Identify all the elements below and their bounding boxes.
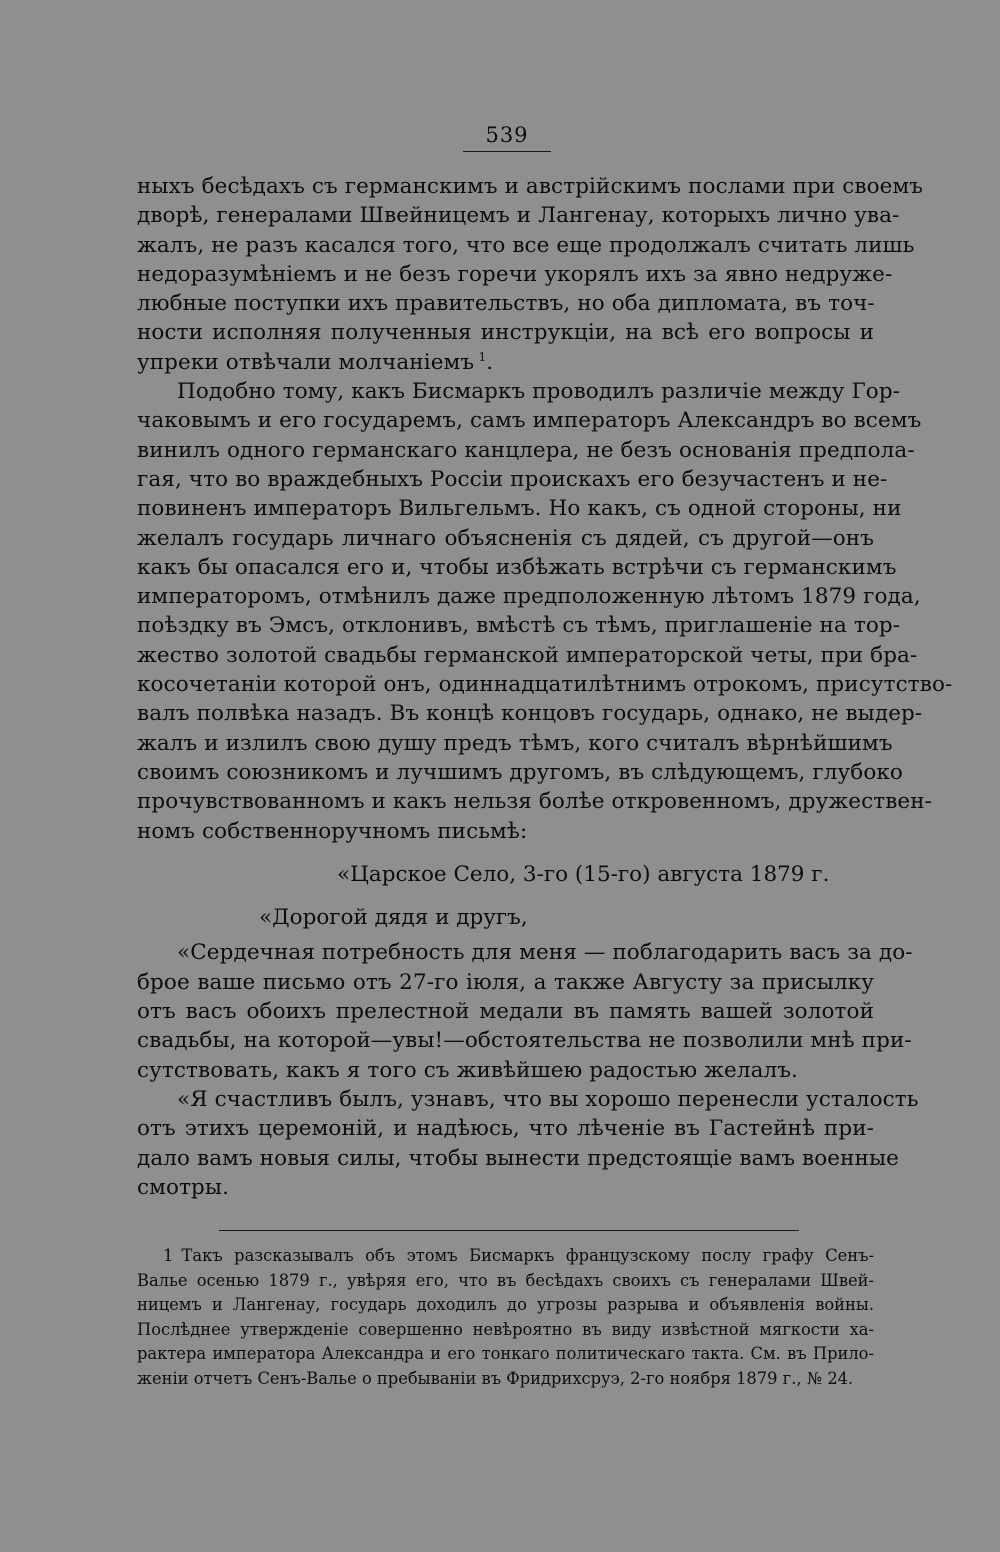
page-number-rule: [463, 151, 551, 152]
text-line: косочетаніи которой онъ, одиннадцатилѣтнимъ отрокомъ, присутство-: [137, 672, 953, 698]
body-text: [137, 172, 953, 1202]
text-line: повиненъ императоръ Вильгельмъ. Но какъ, съ одной стороны, ни: [137, 496, 902, 522]
text-line: недоразумѣніемъ и не безъ горечи укорялъ ихъ за явно недруже-: [137, 261, 893, 287]
text-line: жалъ, не разъ касался того, что все еще продолжалъ считать лишь: [137, 232, 915, 258]
text-line: брое ваше письмо отъ 27-го іюля, а также Августу за присылку: [137, 969, 874, 995]
footnote-block: [137, 1244, 874, 1392]
footnote-reference[interactable]: 1: [478, 349, 487, 364]
text-line: прочувствованномъ и какъ нельзя болѣе откровенномъ, дружествен-: [137, 789, 933, 815]
text-line: чаковымъ и его государемъ, самъ императоръ Александръ во всемъ: [137, 408, 922, 434]
text-line: «Сердечная потребность для меня — поблагодарить васъ за до-: [177, 940, 913, 966]
text-line: валъ полвѣка назадъ. Въ концѣ концовъ государь, однако, не выдер-: [137, 701, 923, 727]
footnote-separator: [219, 1230, 799, 1231]
text-line: императоромъ, отмѣнилъ даже предположенную лѣтомъ 1879 года,: [137, 584, 921, 610]
letter-paragraph-1: [137, 938, 913, 1084]
text-line: жество золотой свадьбы германской императорской четы, при бра-: [137, 642, 918, 668]
text-line: «Я счастливъ былъ, узнавъ, что вы хорошо перенесли усталость: [177, 1086, 919, 1112]
footnote-line: рактера императора Александра и его тонкаго политическаго такта. См. въ Прило-: [137, 1344, 874, 1364]
text-line: сутствовать, какъ я того съ живѣйшею радостью желалъ.: [137, 1057, 798, 1083]
text-fragment: упреки отвѣчали молчаніемъ: [137, 349, 475, 375]
text-line: винилъ одного германскаго канцлера, не безъ основанія предпола-: [137, 437, 915, 463]
text-line: жалъ и излилъ свою душу предъ тѣмъ, кого считалъ вѣрнѣйшимъ: [137, 730, 893, 756]
footnote-line: ницемъ и Лангенау, государь доходилъ до угрозы разрыва и объявленія войны.: [137, 1295, 874, 1315]
text-line: дало вамъ новыя силы, чтобы вынести предстоящіе вамъ военные: [137, 1145, 900, 1171]
text-line: своимъ союзникомъ и лучшимъ другомъ, въ слѣдующемъ, глубоко: [137, 759, 903, 785]
text-line: отъ этихъ церемоній, и надѣюсь, что лѣченіе въ Гастейнѣ при-: [137, 1116, 874, 1142]
footnote-line: женіи отчетъ Сенъ-Валье о пребываніи въ Фридрихсруэ, 2-го ноября 1879 г., № 24.: [137, 1368, 854, 1388]
text-line: смотры.: [137, 1174, 230, 1200]
text-line: ныхъ бесѣдахъ съ германскимъ и австрійскимъ послами при своемъ: [137, 174, 924, 199]
page-number: 539: [485, 123, 529, 147]
footnote-line: Валье осенью 1879 г., увѣряя его, что въ бесѣдахъ своихъ съ генералами Швей-: [137, 1270, 874, 1290]
footnote-line: [137, 1244, 874, 1269]
text-line: желалъ государь личнаго объясненія съ дядей, съ другой—онъ: [137, 525, 874, 551]
text-line: Подобно тому, какъ Бисмаркъ проводилъ различіе между Гор-: [177, 379, 901, 405]
text-line: дворѣ, генералами Швейницемъ и Лангенау, которыхъ лично ува-: [137, 203, 900, 229]
text-line: свадьбы, на которой—увы!—обстоятельства не позволили мнѣ при-: [137, 1028, 912, 1054]
text-line: отъ васъ обоихъ прелестной медали въ память вашей золотой: [137, 999, 874, 1025]
text-line: какъ бы опасался его и, чтобы избѣжать встрѣчи съ германскимъ: [137, 554, 897, 580]
text-line: номъ собственноручномъ письмѣ:: [137, 818, 528, 844]
letter-paragraph-2: [137, 1085, 919, 1202]
text-fragment: .: [486, 349, 494, 375]
footnote-line: Послѣднее утвержденіе совершенно невѣроятно въ виду извѣстной мягкости ха-: [137, 1319, 874, 1339]
text-line: [137, 348, 874, 377]
text-line: поѣздку въ Эмсъ, отклонивъ, вмѣстѣ съ тѣмъ, приглашеніе на тор-: [137, 613, 901, 639]
text-line: гая, что во враждебныхъ Россіи проискахъ его безучастенъ и не-: [137, 466, 888, 492]
letter-salutation: «Дорогой дядя и другъ,: [259, 905, 528, 931]
text-fragment: Такъ разсказывалъ объ этомъ Бисмаркъ французскому послу графу Сенъ-: [181, 1246, 874, 1265]
paragraph-1: [137, 172, 924, 377]
text-line: ности исполняя полученныя инструкціи, на всѣ его вопросы и: [137, 320, 874, 346]
footnote-marker: 1: [163, 1246, 174, 1265]
paragraph-2: [137, 377, 953, 846]
text-line: любные поступки ихъ правительствъ, но оба дипломата, въ точ-: [137, 291, 875, 317]
letter-dateline: «Царское Село, 3-го (15-го) августа 1879 г.: [337, 861, 830, 887]
